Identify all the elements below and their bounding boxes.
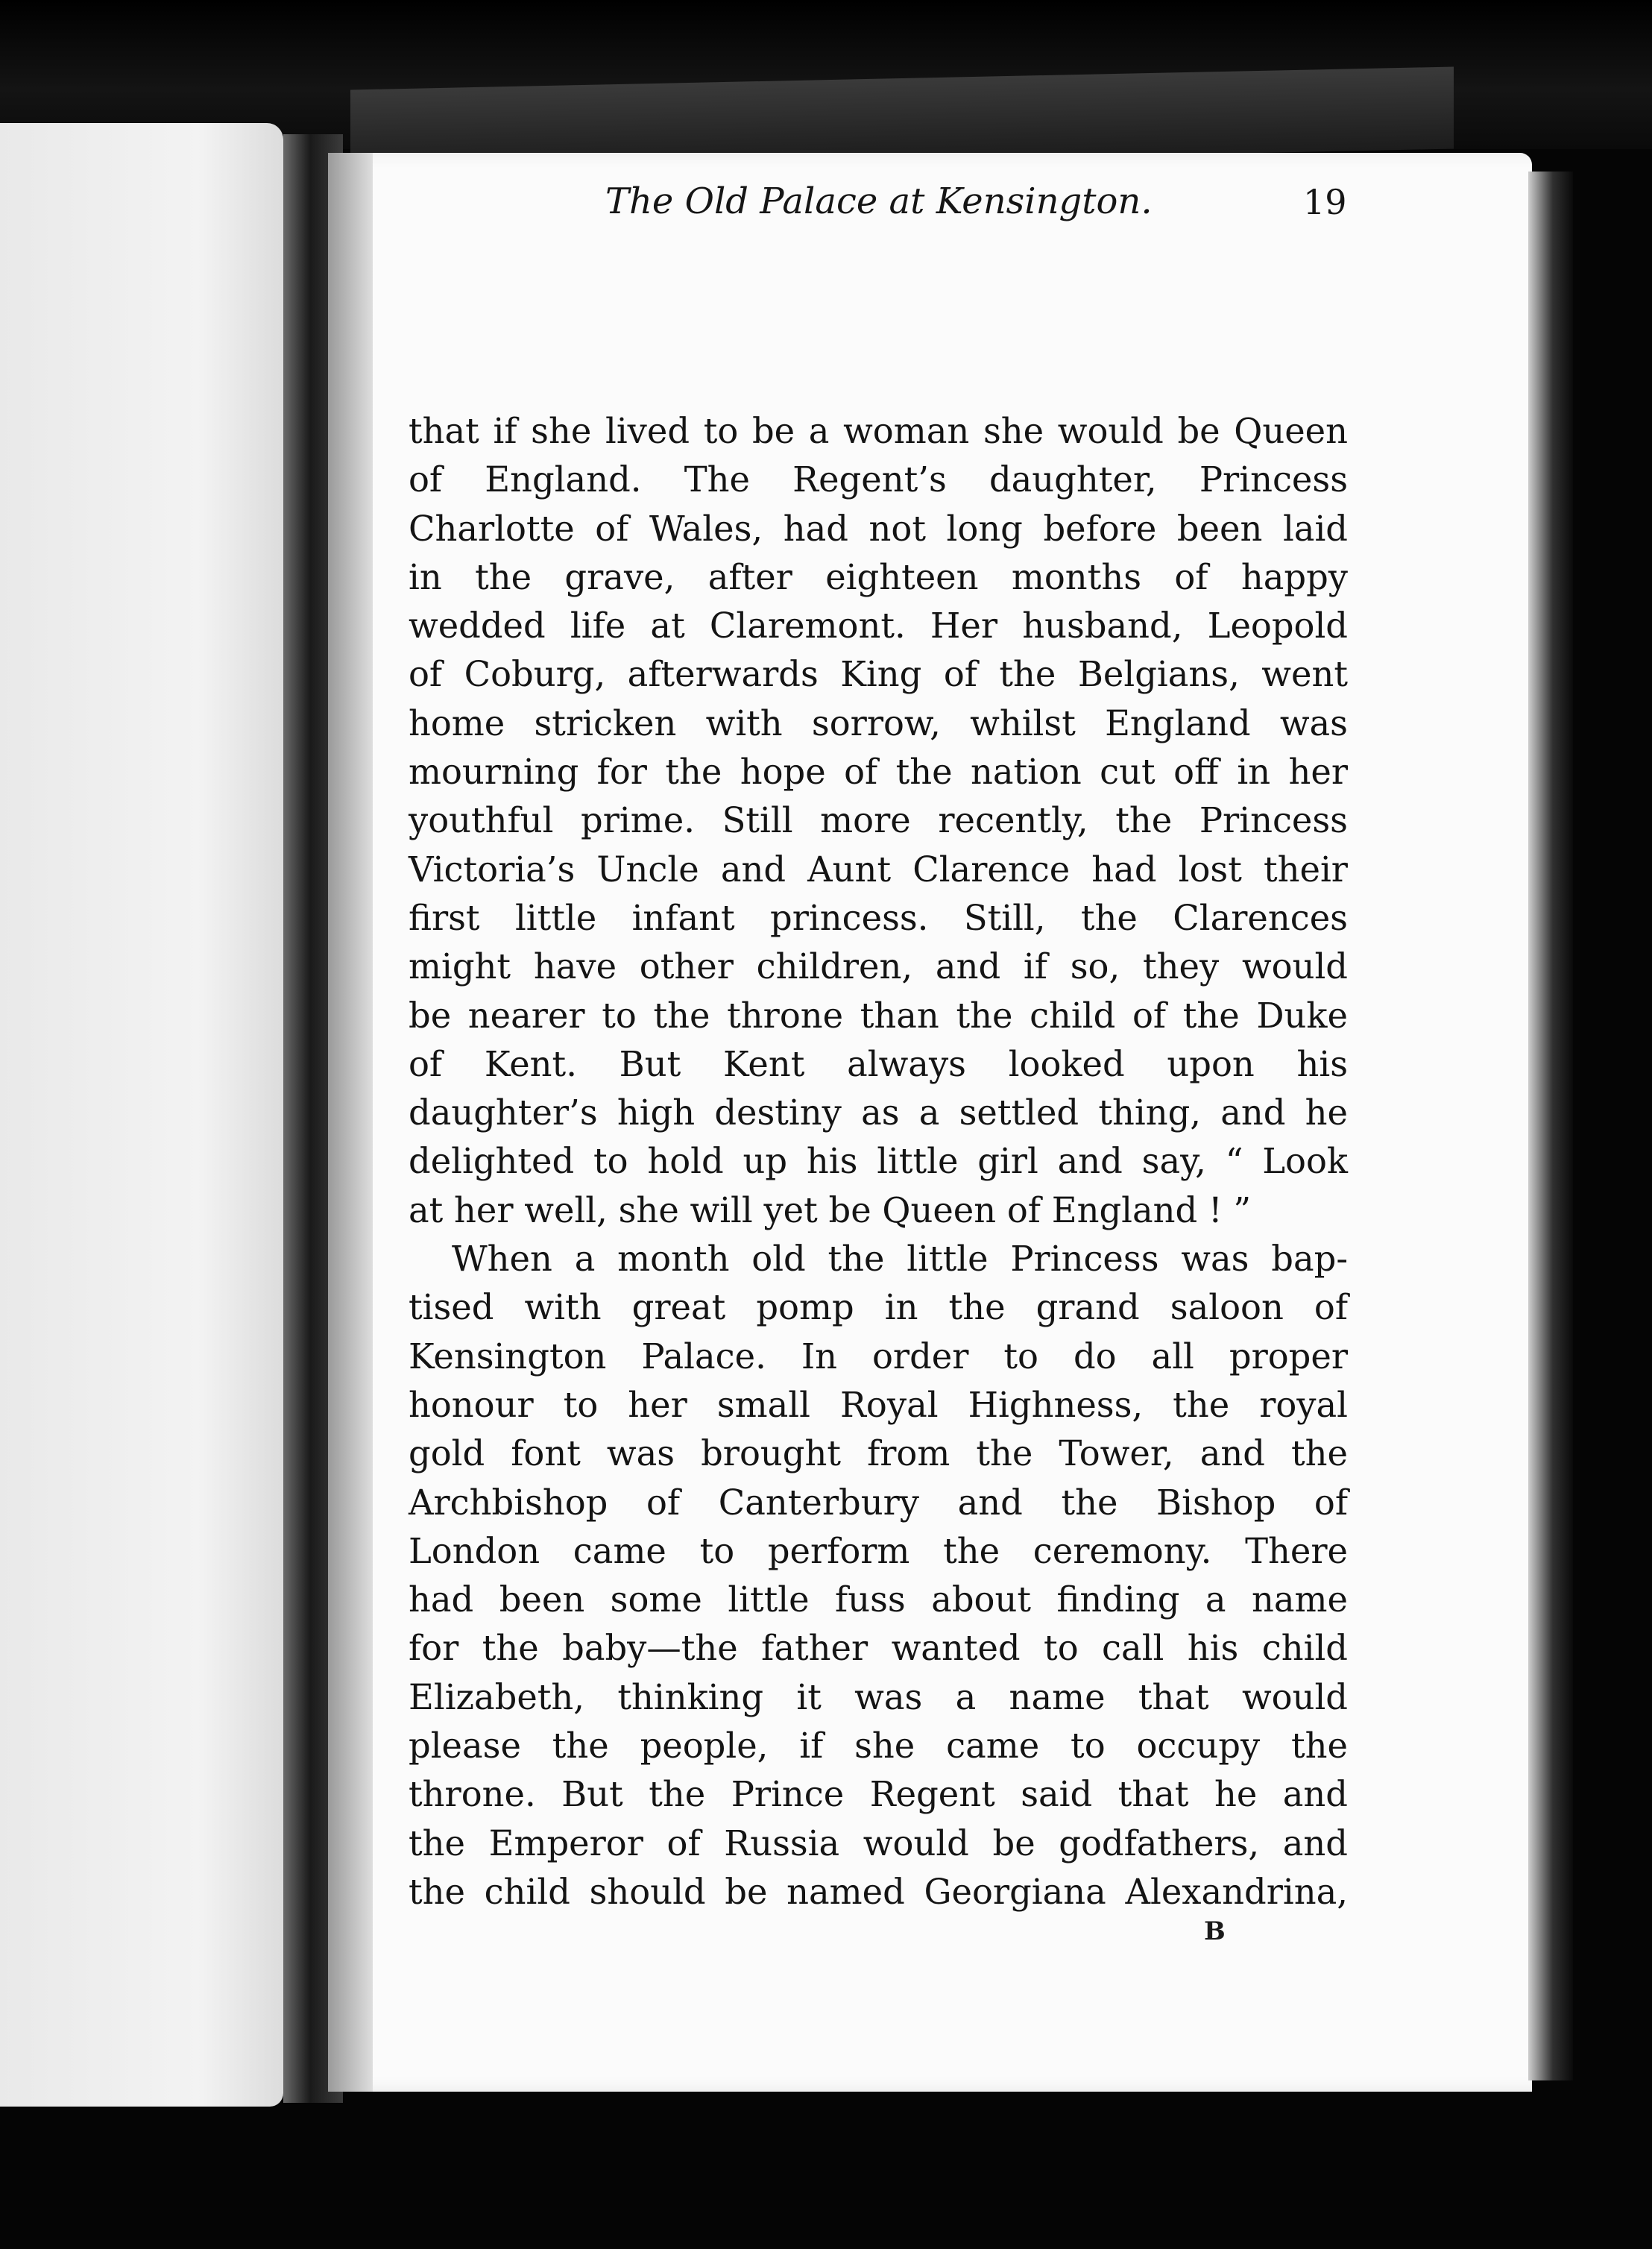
text-line: please the people, if she came to occupy the [409,1726,1348,1767]
text-line: might have other children, and if so, they would [409,946,1348,987]
signature-mark: B [1204,1916,1226,1946]
text-line: Victoria’s Uncle and Aunt Clarence had lost their [409,849,1348,890]
text-line: in the grave, after eighteen months of happy [409,556,1348,597]
text-line: be nearer to the throne than the child of the Duke [409,995,1348,1036]
running-head [0,180,1652,233]
text-line: first little infant princess. Still, the Clarences [409,897,1348,938]
text-line: that if she lived to be a woman she would be Queen [409,411,1348,451]
left-facing-page [0,123,283,2107]
page-number: 19 [1303,182,1347,222]
text-line: had been some little fuss about finding a name [409,1579,1348,1620]
text-line: daughter’s high destiny as a settled thing, and he [409,1092,1348,1133]
text-line: for the baby—the father wanted to call his child [409,1628,1348,1669]
text-line: Elizabeth, thinking it was a name that would [409,1676,1348,1717]
text-line: Archbishop of Canterbury and the Bishop of [409,1482,1348,1523]
text-line: mourning for the hope of the nation cut off in her [409,752,1348,793]
text-line: the child should be named Georgiana Alexandrina, [409,1871,1348,1912]
text-line: Kensington Palace. In order to do all proper [409,1336,1348,1377]
page-edge-shadow [1528,172,1573,2080]
text-line: throne. But the Prince Regent said that he and [409,1774,1348,1815]
running-title: The Old Palace at Kensington. [605,180,1153,222]
text-line: wedded life at Claremont. Her husband, Leopold [409,606,1348,647]
text-line: Charlotte of Wales, had not long before been laid [409,508,1348,549]
text-line: delighted to hold up his little girl and say, “ Look [409,1141,1348,1182]
text-line: of England. The Regent’s daughter, Princess [409,459,1348,500]
text-line: honour to her small Royal Highness, the royal [409,1384,1348,1425]
text-line: of Coburg, afterwards King of the Belgians, went [409,654,1348,695]
text-line: of Kent. But Kent always looked upon his [409,1043,1348,1084]
body-text [409,407,1348,1916]
text-line: youthful prime. Still more recently, the Princess [409,800,1348,841]
text-line: home stricken with sorrow, whilst England was [409,702,1348,743]
text-line: tised with great pomp in the grand saloon of [409,1287,1348,1328]
text-line: London came to perform the ceremony. There [409,1530,1348,1571]
spine-shadow [328,153,373,2092]
text-line: When a month old the little Princess was bap- [452,1239,1348,1280]
text-line: gold font was brought from the Tower, and the [409,1433,1348,1474]
text-line: the Emperor of Russia would be godfathers, and [409,1822,1348,1863]
text-line: at her well, she will yet be Queen of England ! ” [409,1189,1252,1230]
